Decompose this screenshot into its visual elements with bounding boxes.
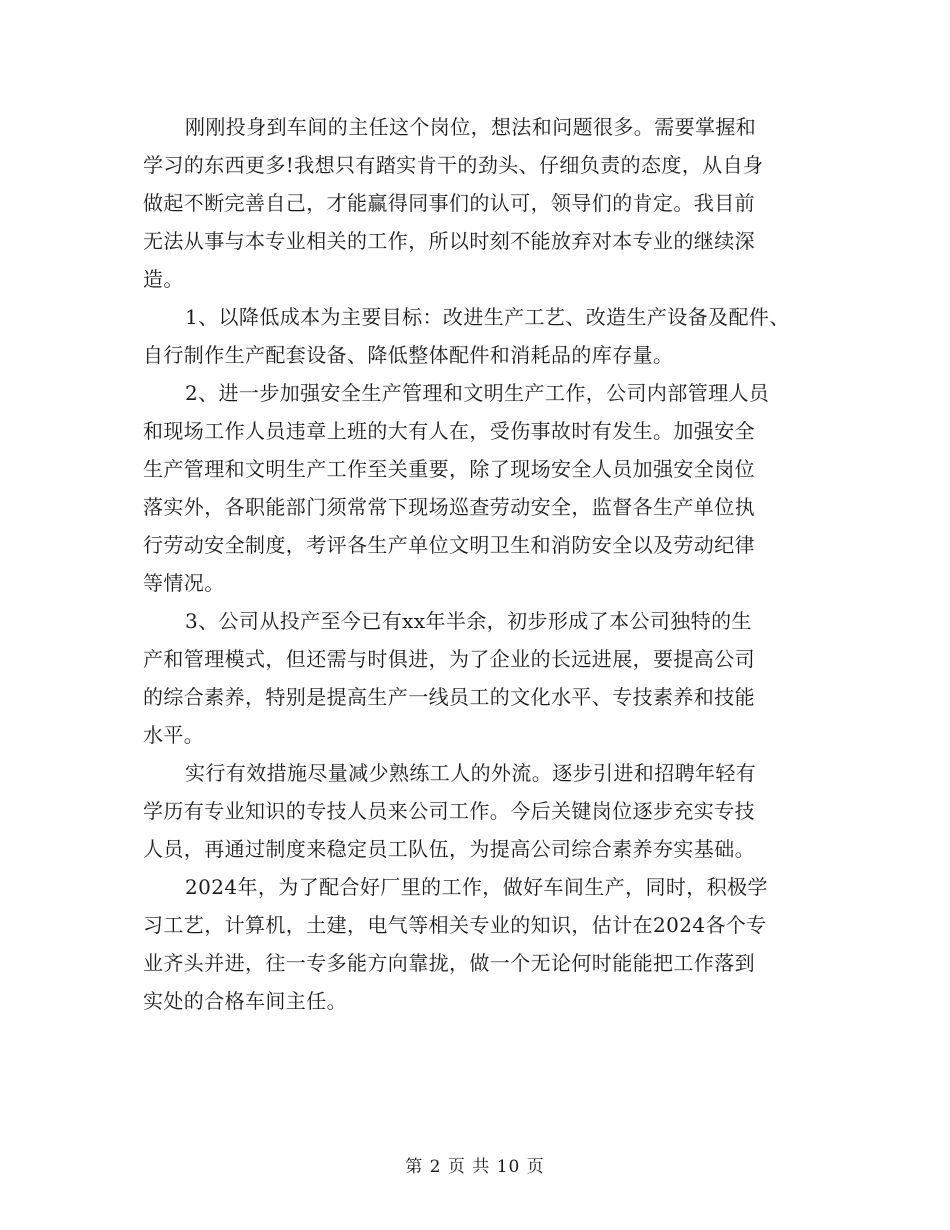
paragraph-line: 无法从事与本专业相关的工作，所以时刻不能放弃对本专业的继续深	[143, 229, 755, 253]
paragraph-measures	[143, 754, 823, 868]
paragraph-line: 实处的合格车间主任。	[143, 989, 347, 1013]
paragraph-line: 生产管理和文明生产工作至关重要，除了现场安全人员加强安全岗位	[143, 457, 755, 481]
paragraph-line: 等情况。	[143, 571, 225, 595]
page-number-footer: 第 2 页 共 10 页	[405, 1157, 545, 1177]
paragraph-line: 做起不断完善自己，才能赢得同事们的认可，领导们的肯定。我目前	[143, 191, 755, 215]
paragraph-line: 水平。	[143, 723, 205, 747]
paragraph-line: 习工艺，计算机，土建，电气等相关专业的知识，估计在2024各个专	[143, 913, 767, 937]
paragraph-plan	[143, 868, 823, 1020]
paragraph-line: 2、进一步加强安全生产管理和文明生产工作，公司内部管理人员	[185, 381, 770, 405]
paragraph-line: 刚刚投身到车间的主任这个岗位，想法和问题很多。需要掌握和	[185, 115, 757, 139]
paragraph-item-2	[143, 374, 823, 602]
paragraph-line: 人员，再通过制度来稳定员工队伍，为提高公司综合素养夯实基础。	[143, 837, 755, 861]
paragraph-line: 自行制作生产配套设备、降低整体配件和消耗品的库存量。	[143, 343, 674, 367]
paragraph-line: 2024年，为了配合好厂里的工作，做好车间生产，同时，积极学	[185, 875, 768, 899]
paragraph-line: 和现场工作人员违章上班的大有人在，受伤事故时有发生。加强安全	[143, 419, 755, 443]
paragraph-line: 实行有效措施尽量减少熟练工人的外流。逐步引进和招聘年轻有	[185, 761, 757, 785]
paragraph-item-1	[143, 298, 823, 374]
paragraph-line: 落实外，各职能部门须常常下现场巡查劳动安全，监督各生产单位执	[143, 495, 755, 519]
paragraph-intro	[143, 108, 823, 298]
paragraph-line: 业齐头并进，往一专多能方向靠拢，做一个无论何时能能把工作落到	[143, 951, 755, 975]
document-body	[143, 108, 823, 1020]
paragraph-item-3	[143, 602, 823, 754]
paragraph-line: 学历有专业知识的专技人员来公司工作。今后关键岗位逐步充实专技	[143, 799, 755, 823]
paragraph-line: 产和管理模式，但还需与时俱进，为了企业的长远进展，要提高公司	[143, 647, 755, 671]
paragraph-line: 行劳动安全制度，考评各生产单位文明卫生和消防安全以及劳动纪律	[143, 533, 755, 557]
paragraph-line: 造。	[143, 267, 184, 291]
paragraph-line: 3、公司从投产至今已有xx年半余，初步形成了本公司独特的生	[185, 609, 752, 633]
paragraph-line: 1、以降低成本为主要目标：改进生产工艺、改造生产设备及配件、	[185, 305, 790, 329]
paragraph-line: 的综合素养，特别是提高生产一线员工的文化水平、专技素养和技能	[143, 685, 755, 709]
paragraph-line: 学习的东西更多!我想只有踏实肯干的劲头、仔细负责的态度，从自身	[143, 153, 764, 177]
